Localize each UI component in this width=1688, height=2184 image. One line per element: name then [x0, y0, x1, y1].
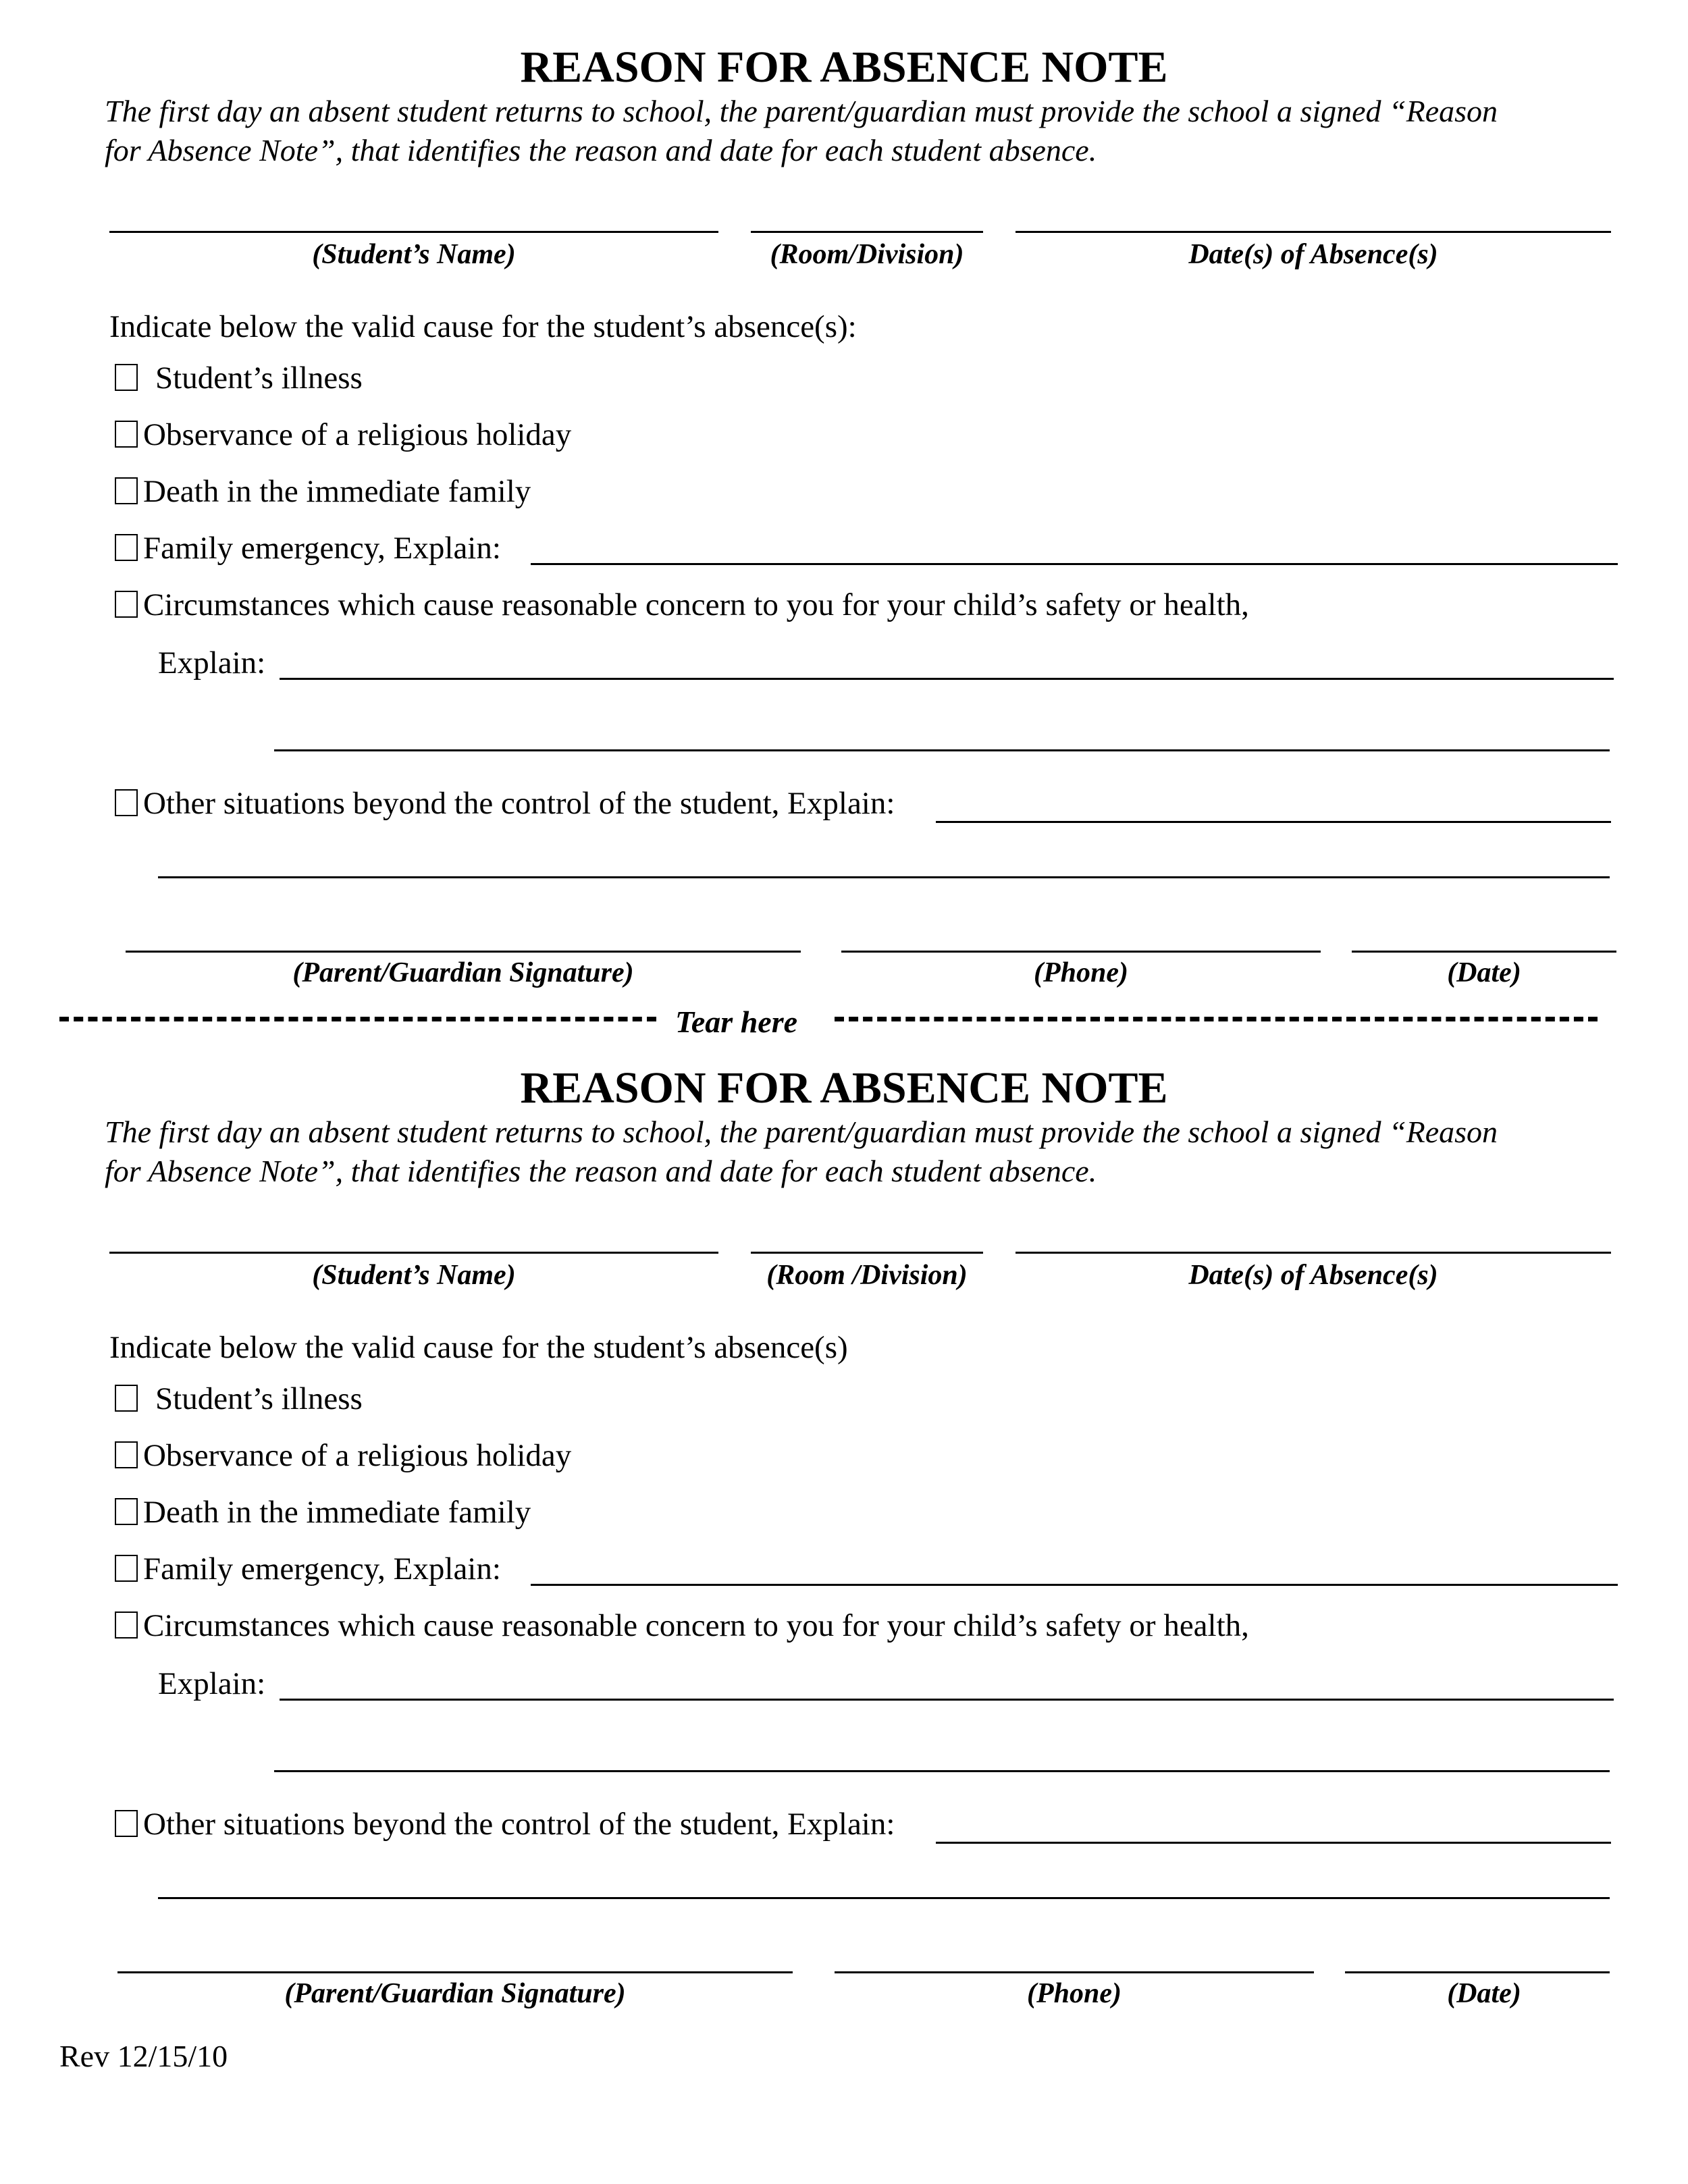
option-religious-holiday: [115, 1437, 571, 1474]
family-emergency-explain-field[interactable]: [531, 563, 1618, 565]
date-label: (Date): [1447, 1978, 1521, 2009]
circumstances-checkbox[interactable]: [115, 1612, 138, 1639]
illness-label: Student’s illness: [155, 1381, 363, 1416]
student-name-field[interactable]: [109, 1252, 718, 1254]
intro-line-1: The first day an absent student returns to school, the parent/guardian must provide the school a signed “Reason: [105, 1115, 1498, 1149]
student-name-label: (Student’s Name): [312, 239, 516, 270]
other-explain-field-1[interactable]: [936, 1842, 1611, 1844]
intro-line-2: for Absence Note”, that identifies the reason and date for each student absence.: [105, 1154, 1097, 1188]
tear-dashes-left: [59, 1017, 656, 1021]
family-emergency-checkbox[interactable]: [115, 1555, 138, 1582]
room-division-label: (Room /Division): [766, 1260, 968, 1291]
circumstances-explain-field-2[interactable]: [274, 1770, 1610, 1772]
intro-line-2: for Absence Note”, that identifies the reason and date for each student absence.: [105, 133, 1097, 167]
instruction-text: Indicate below the valid cause for the student’s absence(s): [109, 1330, 848, 1365]
family-emergency-explain-field[interactable]: [531, 1584, 1618, 1586]
phone-label: (Phone): [1034, 957, 1128, 988]
death-in-family-label: Death in the immediate family: [143, 474, 531, 509]
illness-label: Student’s illness: [155, 361, 363, 396]
option-illness: [115, 359, 363, 397]
date-field[interactable]: [1352, 951, 1616, 953]
family-emergency-label: Family emergency, Explain:: [143, 1551, 501, 1587]
religious-holiday-label: Observance of a religious holiday: [143, 1438, 572, 1473]
illness-checkbox[interactable]: [115, 364, 138, 391]
circumstances-explain-field-1[interactable]: [280, 1699, 1614, 1701]
form-title: REASON FOR ABSENCE NOTE: [520, 1063, 1168, 1113]
circumstances-label: Circumstances which cause reasonable concern to you for your child’s safety or health,: [143, 587, 1249, 622]
room-division-field[interactable]: [751, 231, 983, 233]
option-family-emergency: [115, 529, 501, 567]
tear-line: [0, 988, 1688, 1049]
family-emergency-checkbox[interactable]: [115, 534, 138, 561]
circumstances-explain-field-2[interactable]: [274, 749, 1610, 751]
student-name-label: (Student’s Name): [312, 1260, 516, 1291]
phone-field[interactable]: [841, 951, 1321, 953]
other-label: Other situations beyond the control of the student, Explain:: [143, 786, 895, 821]
circumstances-explain-label: Explain:: [158, 645, 266, 681]
form-intro: [105, 92, 1631, 170]
option-death-in-family: [115, 473, 531, 510]
religious-holiday-checkbox[interactable]: [115, 421, 138, 448]
option-death-in-family: [115, 1493, 531, 1531]
parent-signature-label: (Parent/Guardian Signature): [284, 1978, 626, 2009]
date-field[interactable]: [1345, 1971, 1610, 1973]
death-in-family-label: Death in the immediate family: [143, 1495, 531, 1530]
other-explain-field-1[interactable]: [936, 821, 1611, 823]
other-explain-field-2[interactable]: [158, 1897, 1610, 1899]
tear-dashes-right: [835, 1017, 1598, 1021]
other-explain-field-2[interactable]: [158, 876, 1610, 878]
option-religious-holiday: [115, 416, 571, 454]
phone-label: (Phone): [1027, 1978, 1122, 2009]
form-title: REASON FOR ABSENCE NOTE: [520, 43, 1168, 92]
death-in-family-checkbox[interactable]: [115, 1498, 138, 1525]
dates-of-absence-label: Date(s) of Absence(s): [1188, 239, 1438, 270]
other-label: Other situations beyond the control of the student, Explain:: [143, 1807, 895, 1842]
option-other: [115, 784, 895, 822]
dates-of-absence-label: Date(s) of Absence(s): [1188, 1260, 1438, 1291]
intro-line-1: The first day an absent student returns to school, the parent/guardian must provide the school a signed “Reason: [105, 94, 1498, 128]
circumstances-checkbox[interactable]: [115, 591, 138, 618]
tear-here-label: Tear here: [675, 1005, 798, 1039]
date-label: (Date): [1447, 957, 1521, 988]
circumstances-label: Circumstances which cause reasonable concern to you for your child’s safety or health,: [143, 1608, 1249, 1643]
illness-checkbox[interactable]: [115, 1385, 138, 1412]
dates-of-absence-field[interactable]: [1016, 231, 1611, 233]
room-division-label: (Room/Division): [770, 239, 964, 270]
revision-label: Rev 12/15/10: [59, 2039, 228, 2073]
other-checkbox[interactable]: [115, 1810, 138, 1837]
other-checkbox[interactable]: [115, 789, 138, 816]
option-other: [115, 1805, 895, 1843]
parent-signature-field[interactable]: [117, 1971, 793, 1973]
religious-holiday-label: Observance of a religious holiday: [143, 417, 572, 452]
room-division-field[interactable]: [751, 1252, 983, 1254]
circumstances-explain-label: Explain:: [158, 1666, 266, 1701]
instruction-text: Indicate below the valid cause for the student’s absence(s):: [109, 309, 857, 344]
circumstances-explain-field-1[interactable]: [280, 678, 1614, 680]
phone-field[interactable]: [835, 1971, 1314, 1973]
option-illness: [115, 1380, 363, 1418]
parent-signature-field[interactable]: [126, 951, 801, 953]
parent-signature-label: (Parent/Guardian Signature): [292, 957, 634, 988]
dates-of-absence-field[interactable]: [1016, 1252, 1611, 1254]
form-intro: [105, 1113, 1631, 1191]
family-emergency-label: Family emergency, Explain:: [143, 531, 501, 566]
death-in-family-checkbox[interactable]: [115, 477, 138, 504]
option-circumstances: [115, 586, 1249, 624]
option-family-emergency: [115, 1550, 501, 1588]
option-circumstances: [115, 1607, 1249, 1645]
student-name-field[interactable]: [109, 231, 718, 233]
religious-holiday-checkbox[interactable]: [115, 1441, 138, 1468]
